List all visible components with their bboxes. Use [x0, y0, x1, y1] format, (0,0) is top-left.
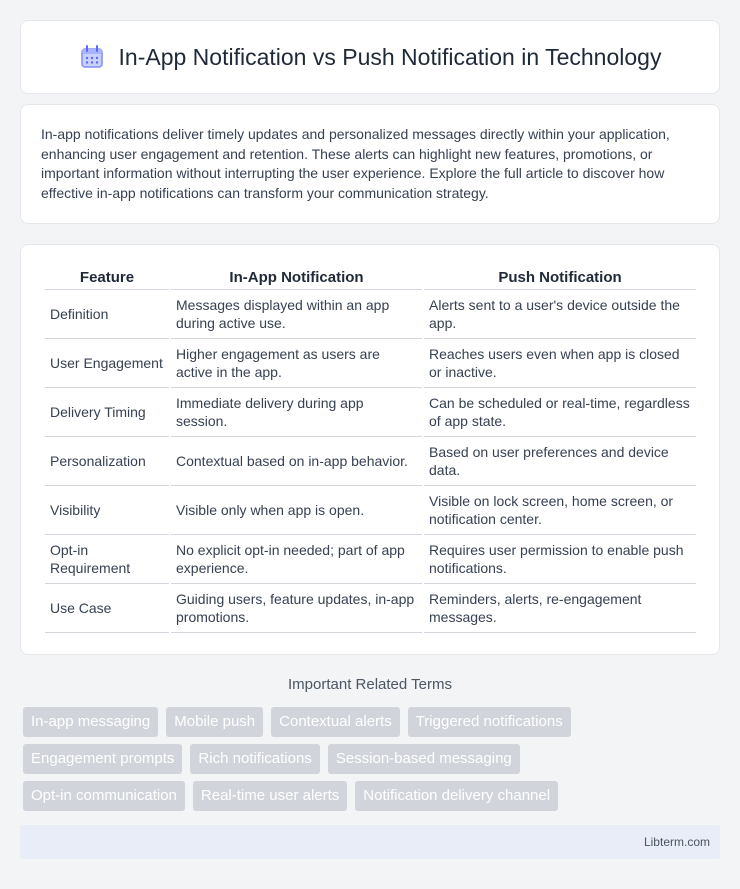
- table-cell: Delivery Timing: [45, 388, 169, 437]
- table-cell: Based on user preferences and device data.: [424, 437, 696, 486]
- related-term-tag[interactable]: Triggered notifications: [408, 707, 571, 737]
- table-cell: Use Case: [45, 584, 169, 633]
- table-cell: Can be scheduled or real-time, regardless of app state.: [424, 388, 696, 437]
- table-cell: Visibility: [45, 486, 169, 535]
- table-cell: Personalization: [45, 437, 169, 486]
- intro-card: [20, 104, 720, 224]
- table-row: [45, 388, 696, 437]
- table-cell: Higher engagement as users are active in the app.: [171, 339, 422, 388]
- related-term-tag[interactable]: Notification delivery channel: [355, 781, 558, 811]
- related-term-tag[interactable]: Mobile push: [166, 707, 263, 737]
- table-cell: No explicit opt-in needed; part of app experience.: [171, 535, 422, 584]
- related-term-tag[interactable]: Session-based messaging: [328, 744, 520, 774]
- calendar-icon: [79, 44, 105, 70]
- table-cell: Reaches users even when app is closed or inactive.: [424, 339, 696, 388]
- table-cell: Definition: [45, 290, 169, 339]
- table-cell: Requires user permission to enable push notifications.: [424, 535, 696, 584]
- table-cell: Visible on lock screen, home screen, or notification center.: [424, 486, 696, 535]
- table-cell: Messages displayed within an app during active use.: [171, 290, 422, 339]
- table-header-row: [45, 266, 696, 290]
- comparison-table-card: [20, 244, 720, 655]
- table-row: [45, 535, 696, 584]
- table-row: [45, 584, 696, 633]
- intro-paragraph: In-app notifications deliver timely updates and personalized messages directly within your application, enhancing user engagement and retention. These alerts can highlight new features, promotions, or important information without interrupting the user experience. Explore the full article to discover how effective in-app notifications can transform your communication strategy.: [41, 126, 670, 201]
- footer-site-link[interactable]: Libterm.com: [643, 835, 710, 849]
- table-cell: Alerts sent to a user's device outside the app.: [424, 290, 696, 339]
- related-term-tag[interactable]: Opt-in communication: [23, 781, 185, 811]
- table-row: [45, 290, 696, 339]
- related-term-tag[interactable]: Contextual alerts: [271, 707, 400, 737]
- table-cell: Guiding users, feature updates, in-app promotions.: [171, 584, 422, 633]
- title-card: [20, 20, 720, 94]
- table-cell: User Engagement: [45, 339, 169, 388]
- table-row: [45, 437, 696, 486]
- table-row: [45, 486, 696, 535]
- column-header: Feature: [45, 266, 169, 290]
- related-term-tag[interactable]: Real-time user alerts: [193, 781, 347, 811]
- table-cell: Opt-in Requirement: [45, 535, 169, 584]
- footer: [20, 825, 720, 859]
- column-header: Push Notification: [424, 266, 696, 290]
- related-term-tag[interactable]: Rich notifications: [190, 744, 319, 774]
- related-terms-title: Important Related Terms: [288, 676, 452, 693]
- table-cell: Reminders, alerts, re-engagement messages.: [424, 584, 696, 633]
- column-header: In-App Notification: [171, 266, 422, 290]
- table-cell: Contextual based on in-app behavior.: [171, 437, 422, 486]
- related-term-tag[interactable]: In-app messaging: [23, 707, 158, 737]
- comparison-table: [43, 266, 698, 633]
- page-title: In-App Notification vs Push Notification in Technology: [118, 43, 662, 70]
- related-term-tag[interactable]: Engagement prompts: [23, 744, 182, 774]
- table-row: [45, 339, 696, 388]
- related-terms-list: [23, 707, 683, 811]
- table-cell: Immediate delivery during app session.: [171, 388, 422, 437]
- table-cell: Visible only when app is open.: [171, 486, 422, 535]
